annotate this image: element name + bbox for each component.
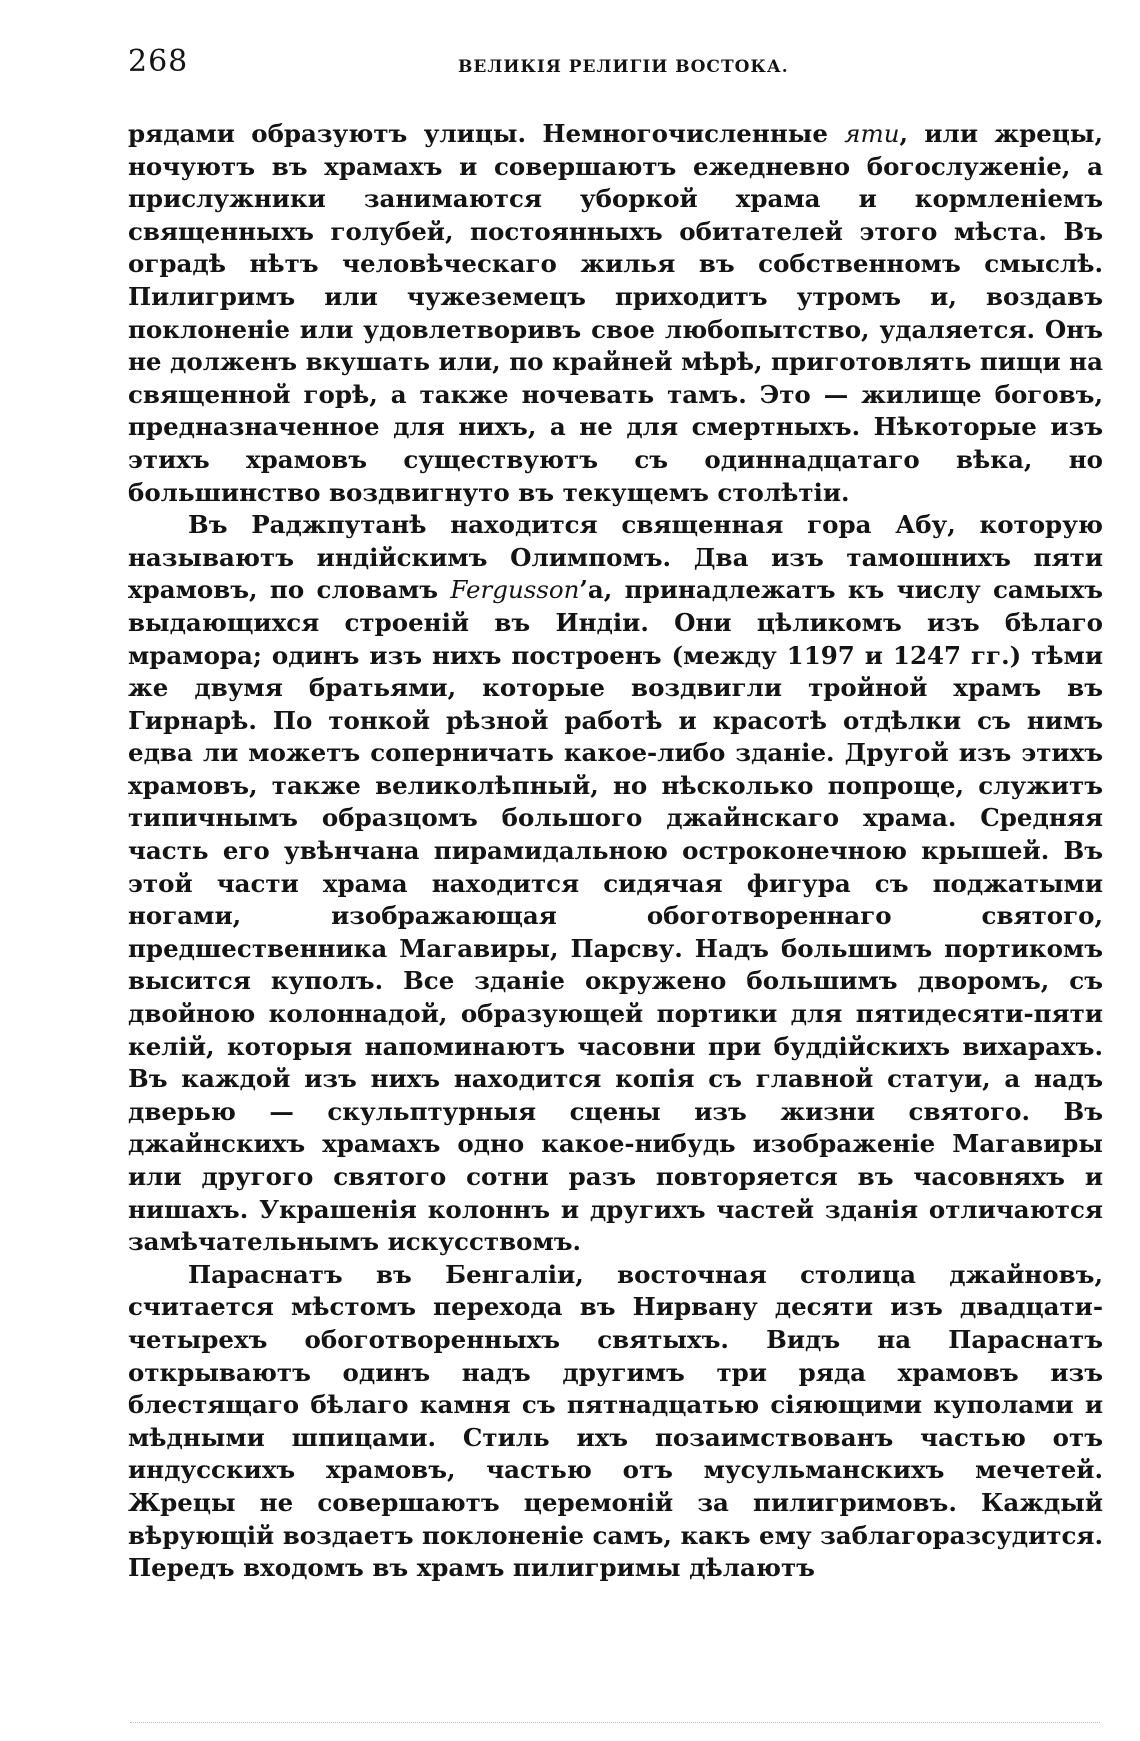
running-title: ВЕЛИКІЯ РЕЛИГІИ ВОСТОКА. <box>458 57 789 77</box>
paragraph-1-text-b: , или жрецы, ночуютъ въ храмахъ и совершаютъ ежедневно богослуженіе, а прислужники занимаются уборкой храма и кормленіемъ священныхъ голубей, постоянныхъ обитателей этого мѣста. Въ оградѣ нѣтъ человѣческаго жилья въ собственномъ смыслѣ. Пилигримъ или чужеземецъ приходитъ утромъ и, воздавъ поклоненіе или удовлетворивъ свое любопытство, удаляется. Онъ не долженъ вкушать или, по крайней мѣрѣ, приготовлять пищи на священной горѣ, а также ночевать тамъ. Это — жилище боговъ, предназначенное для нихъ, а не для смертныхъ. Нѣкоторые изъ этихъ храмовъ существуютъ съ одиннадцатаго вѣка, но большинство воздвигнуто въ текущемъ столѣтіи. <box>128 119 1103 507</box>
page-header <box>128 44 1103 88</box>
body-text <box>128 118 1103 1585</box>
page-number: 268 <box>128 44 189 79</box>
paragraph-1-text-a: рядами образуютъ улицы. Немногочисленные <box>128 119 845 148</box>
bottom-scan-line <box>130 1722 1100 1724</box>
italic-term-yati: яти <box>844 119 900 148</box>
paragraph-2-text-a: Въ Раджпутанѣ находится священная гора Абу, которую называютъ индійскимъ Олимпомъ. Два изъ тамошнихъ пяти храмовъ, по словамъ <box>128 510 1103 605</box>
paragraph-2-text-b: ’а, принадлежатъ къ числу самыхъ выдающихся строеній въ Индіи. Они цѣликомъ изъ бѣлаго мрамора; одинъ изъ нихъ построенъ (между 1197 и 1247 гг.) тѣми же двумя братьями, которые воздвигли тройной храмъ въ Гирнарѣ. По тонкой рѣзной работѣ и красотѣ отдѣлки съ нимъ едва ли можетъ соперничать какое-либо зданіе. Другой изъ этихъ храмовъ, также великолѣпный, но нѣсколько попроще, служитъ типичнымъ образцомъ большого джайнскаго храма. Средняя часть его увѣнчана пирамидальною остроконечною крышей. Въ этой части храма находится сидячая фигура съ поджатыми ногами, изображающая обоготвореннаго святого, предшественника Магавиры, Парсву. Надъ большимъ портикомъ высится куполъ. Все зданіе окружено большимъ дворомъ, съ двойною колоннадой, образующей портики для пятидесяти-пяти келій, которыя напоминаютъ часовни при буддійскихъ вихарахъ. Въ каждой изъ нихъ находится копія съ главной статуи, а надъ дверью — скульптурныя сцены изъ жизни святого. Въ джайнскихъ храмахъ одно какое-нибудь изображеніе Магавиры или другого святого сотни разъ повторяется въ часовняхъ и нишахъ. Украшенія колоннъ и другихъ частей зданія отличаются замѣчательнымъ искусствомъ. <box>128 575 1104 1257</box>
paragraph-2 <box>128 509 1103 1259</box>
paragraph-1 <box>128 118 1103 509</box>
paragraph-3-text: Параснатъ въ Бенгаліи, восточная столица джайновъ, считается мѣстомъ перехода въ Нирвану десяти изъ двадцати-четырехъ обоготворенныхъ святыхъ. Видъ на Параснатъ открываютъ одинъ надъ другимъ три ряда храмовъ изъ блестящаго бѣлаго камня съ пятнадцатью сіяющими куполами и мѣдными шпицами. Стиль ихъ позаимствованъ частью отъ индусскихъ храмовъ, частью отъ мусульманскихъ мечетей. Жрецы не совершаютъ церемоній за пилигримовъ. Каждый вѣрующій воздаетъ поклоненіе самъ, какъ ему заблагоразсудится. Передъ входомъ въ храмъ пилигримы дѣлаютъ <box>128 1259 1103 1583</box>
paragraph-3 <box>128 1259 1103 1585</box>
italic-author-fergusson: Fergusson <box>450 575 580 605</box>
